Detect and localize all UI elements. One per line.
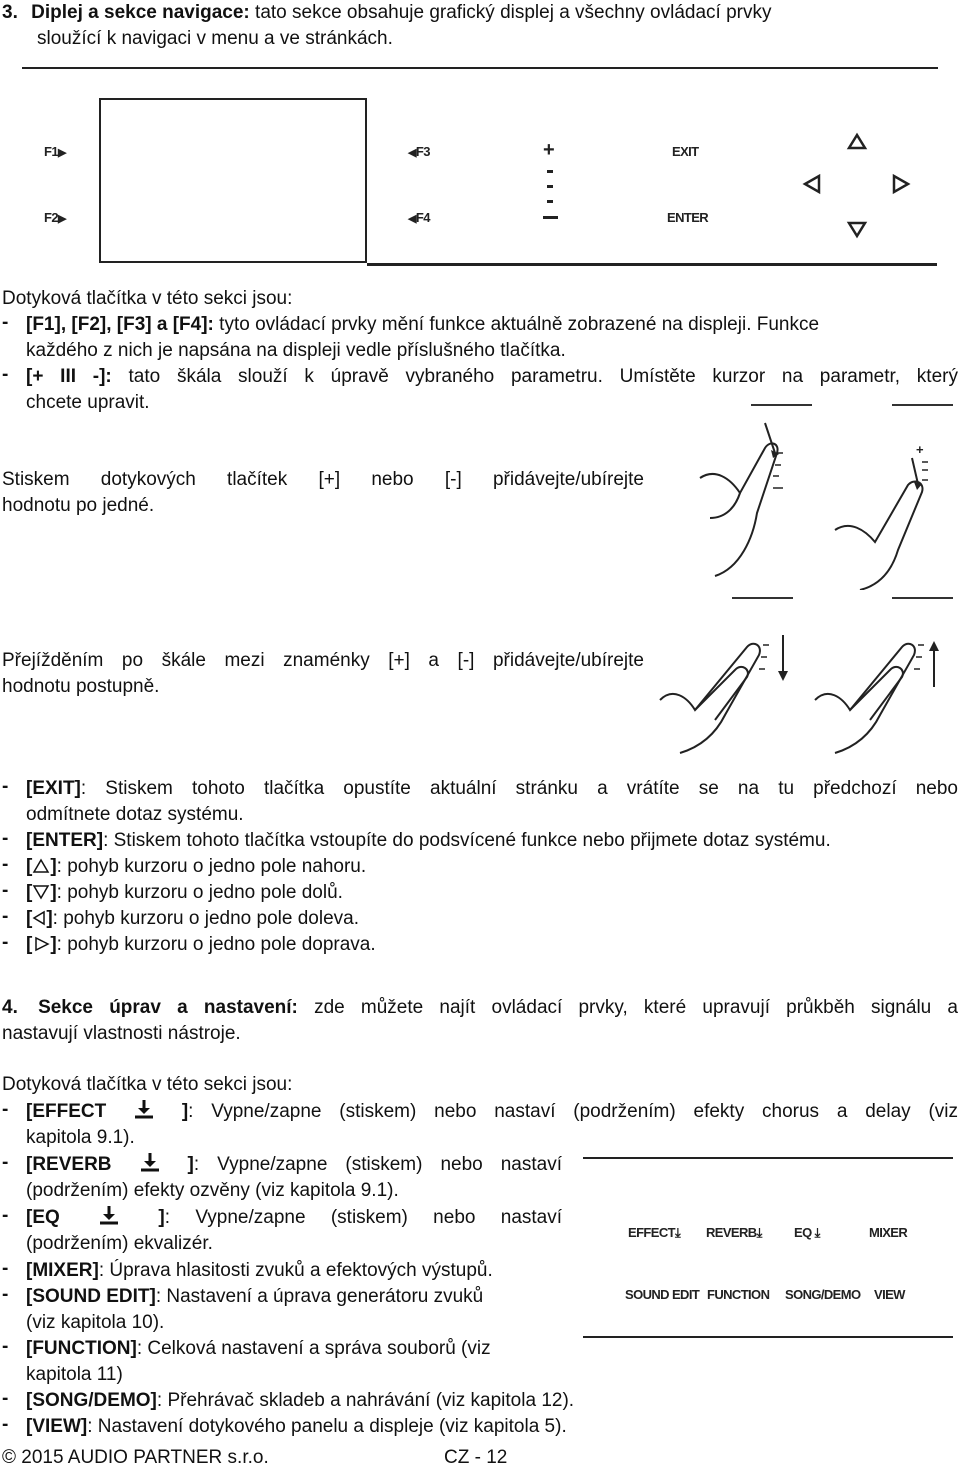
scale-tick-icon <box>547 200 553 203</box>
panel2-top-line <box>583 1157 953 1159</box>
divider <box>892 404 953 406</box>
sound-edit-item-label: [SOUND EDIT] <box>26 1286 156 1307</box>
view-item-label: [VIEW] <box>26 1416 88 1437</box>
f4-arrow-icon: ◀ <box>408 213 416 225</box>
section-intro: zde můžete najít ovládací prvky, které upravují průkběh signálu a <box>314 997 958 1018</box>
panel-song-demo-label: SONG/DEMO <box>785 1287 861 1302</box>
nav-arrows <box>800 130 912 240</box>
right-item-text: : pohyb kurzoru o jedno pole doprava. <box>56 934 376 955</box>
section-number: 3. <box>2 2 18 23</box>
left-arrow-icon <box>805 176 819 192</box>
panel-effect-label: EFFECT⤓ <box>628 1225 681 1240</box>
right-arrow-icon <box>894 176 908 192</box>
bullet-dash: - <box>2 854 9 875</box>
hold-download-icon <box>124 1099 164 1119</box>
panel-mixer-label: MIXER <box>869 1225 908 1240</box>
scale-text-line2: chcete upravit. <box>26 392 150 413</box>
footer-copyright: © 2015 AUDIO PARTNER s.r.o. <box>2 1447 269 1468</box>
reverb-item-text: : Vypne/zapne (stiskem) nebo nastaví <box>193 1154 562 1175</box>
sound-edit-item-text: : Nastavení a úprava generátoru zvuků <box>155 1286 484 1307</box>
hold-icon: ⤓ <box>674 1225 681 1240</box>
exit-label: EXIT <box>672 144 699 159</box>
mixer-item-label: [MIXER] <box>26 1260 99 1281</box>
exit-item-text: : Stiskem tohoto tlačítka opustíte aktuální stránku a vrátíte se na tu předchozí nebo <box>80 778 958 799</box>
panel-sound-edit-label: SOUND EDIT <box>625 1287 700 1302</box>
divider <box>751 404 812 406</box>
left-item-text: : pohyb kurzoru o jedno pole doleva. <box>52 908 359 929</box>
scale-tick-icon <box>547 170 553 173</box>
bullet-dash: - <box>2 1284 9 1305</box>
bullet-dash: - <box>2 1414 9 1435</box>
fbuttons-text: tyto ovládací prvky mění funkce aktuálně zobrazené na displeji. Funkce <box>219 314 820 335</box>
bullet-dash: - <box>2 828 9 849</box>
f2-arrow-icon: ▶ <box>57 213 66 225</box>
effect-item-line2: kapitola 9.1). <box>26 1127 135 1148</box>
down-arrow-icon <box>849 223 865 236</box>
bullet-dash: - <box>2 776 9 797</box>
bullet-dash: - <box>2 906 9 927</box>
down-item-text: : pohyb kurzoru o jedno pole dolů. <box>56 882 343 903</box>
scale-minus-icon <box>543 216 558 219</box>
section-intro-line2: nastavují vlastnosti nástroje. <box>2 1023 241 1044</box>
hand-press-plus-icon <box>695 418 805 578</box>
bullet-dash: - <box>2 880 9 901</box>
section-heading: Diplej a sekce navigace: <box>31 2 250 23</box>
svg-text:+: + <box>916 442 924 457</box>
hand-press-minus-icon <box>830 440 950 590</box>
press-text-line2: hodnotu po jedné. <box>2 495 155 516</box>
section-heading: Sekce úprav a nastavení: <box>38 997 298 1018</box>
left-triangle-icon <box>32 910 46 926</box>
enter-item-label: [ENTER] <box>26 830 104 851</box>
touch-intro: Dotyková tlačítka v této sekci jsou: <box>2 1074 293 1095</box>
function-item-label: [FUNCTION] <box>26 1338 137 1359</box>
song-demo-item-label: [SONG/DEMO] <box>26 1390 157 1411</box>
up-triangle-icon <box>32 858 50 874</box>
reverb-item-label: [REVERB <box>26 1154 112 1175</box>
fbuttons-label: [F1], [F2], [F3] a [F4]: <box>26 314 214 335</box>
f3-label: ◀F3 <box>408 144 430 159</box>
panel-view-label: VIEW <box>874 1287 905 1302</box>
f1-arrow-icon: ▶ <box>57 147 66 159</box>
section-intro-line2: sloužící k navigaci v menu a ve stránkách. <box>37 28 393 49</box>
bullet-dash: - <box>2 932 9 953</box>
bullet-dash: - <box>2 1205 9 1226</box>
hold-icon: ⤓ <box>756 1225 762 1240</box>
enter-item-text: : Stiskem tohoto tlačítka vstoupíte do podsvícené funkce nebo přijmete dotaz systému. <box>103 830 831 851</box>
section-intro: tato sekce obsahuje grafický displej a všechny ovládací prvky <box>255 2 772 23</box>
up-item-text: : pohyb kurzoru o jedno pole nahoru. <box>56 856 367 877</box>
enter-label: ENTER <box>667 210 709 225</box>
touch-intro: Dotyková tlačítka v této sekci jsou: <box>2 288 293 309</box>
f3-arrow-icon: ◀ <box>408 147 416 159</box>
bullet-dash: - <box>2 1099 9 1120</box>
effect-item-text: : Vypne/zapne (stiskem) nebo nastaví (podržením) efekty chorus a delay (viz <box>188 1101 958 1122</box>
down-triangle-icon <box>32 884 50 900</box>
panel-bottom-line <box>367 263 937 266</box>
effect-item-label: [EFFECT <box>26 1101 107 1122</box>
bullet-dash: - <box>2 312 9 333</box>
hold-download-icon <box>85 1205 133 1225</box>
footer-page-number: CZ - 12 <box>444 1447 508 1468</box>
panel2-bottom-line <box>583 1336 953 1338</box>
panel-reverb-label: REVERB⤓ <box>706 1225 762 1240</box>
bullet-dash: - <box>2 1258 9 1279</box>
eq-item-text: : Vypne/zapne (stiskem) nebo nastaví <box>164 1207 563 1228</box>
f4-label: ◀F4 <box>408 210 430 225</box>
sound-edit-item-line2: (viz kapitola 10). <box>26 1312 165 1333</box>
section-number: 4. <box>2 997 18 1018</box>
swipe-text-line2: hodnotu postupně. <box>2 676 160 697</box>
divider <box>892 597 953 599</box>
panel-eq-label: EQ ⤓ <box>794 1225 820 1240</box>
view-item-text: : Nastavení dotykového panelu a displeje (viz kapitola 5). <box>87 1416 567 1437</box>
scale-label: [+ III -]: <box>26 366 112 387</box>
eq-item-label: [EQ <box>26 1207 60 1228</box>
hand-swipe-down-icon <box>655 625 800 755</box>
swipe-text: Přejížděním po škále mezi znaménky [+] a [-] přidávejte/ubírejte <box>2 650 644 671</box>
bullet-dash: - <box>2 1388 9 1409</box>
reverb-item-line2: (podržením) efekty ozvěny (viz kapitola 9.1). <box>26 1180 399 1201</box>
f1-label: F1▶ <box>44 144 66 159</box>
divider <box>732 597 793 599</box>
hand-swipe-up-icon <box>810 625 955 755</box>
scale-text: tato škála slouží k úpravě vybraného parametru. Umístěte kurzor na parametr, který <box>128 366 958 387</box>
bullet-dash: - <box>2 1152 9 1173</box>
up-arrow-icon <box>849 135 865 148</box>
f2-label: F2▶ <box>44 210 66 225</box>
hold-icon: ⤓ <box>814 1225 820 1240</box>
mixer-item-text: : Úprava hlasitosti zvuků a efektových výstupů. <box>98 1260 493 1281</box>
bullet-dash: - <box>2 1336 9 1357</box>
hold-download-icon <box>130 1152 170 1172</box>
exit-item-label: [EXIT] <box>26 778 81 799</box>
eq-item-line2: (podržením) ekvalizér. <box>26 1233 213 1254</box>
panel-function-label: FUNCTION <box>707 1287 770 1302</box>
scale-plus-icon: + <box>543 139 555 161</box>
panel-top-line <box>22 67 938 69</box>
right-triangle-icon <box>32 936 50 952</box>
manual-page: 3. Diplej a sekce navigace: tato sekce obsahuje grafický displej a všechny ovládací prvky sloužící k navigaci v menu a ve stránkách. F1▶ F2▶ ◀F3 ◀F4 + EXIT ENTER Dotyková tlačítka v této sekci jsou: - [F1], [F2], [F3] a [F4]: tyto ovládací prvky mění funkce aktuálně zobrazené na displeji. Funkce každého z nich je napsána na displeji vedle příslušného tlačítka. - [+ III -]: tato škála slouží k úpravě vybraného parametru. Umístěte kurzor na parametr, který chcete upravit. Stiskem dotykových tlačítek [+] nebo [-] přidávejte/ubírejte hodnotu po jedné. + Přejížděním po škále mezi znaménky [+] a [-] přidávejte/ubírejte hodnotu postupně. - [EXIT]: Stiskem tohoto tlačítka opustíte aktuální stránku a vrátíte se na tu předchozí nebo odmítnete dotaz systému. - [ENTER]: Stiskem tohoto tlačítka vstoupíte do podsvícené funkce nebo přijmete dotaz systému. - [ ]: pohyb kurzoru o jedno pole nahoru. - [ ]: pohyb kurzoru o jedno pole dolů. - [ ]: pohyb kurzoru o jedno pole doleva. - [ ]: pohyb kurzoru o jedno pole doprava. 4. Sekce úprav a nastavení: zde můžete najít ovládací prvky, které upravují průkběh signálu a nastavují vlastnosti nástroje. Dotyková tlačítka v této sekci jsou: - [EFFECT ]: Vypne/zapne (stiskem) nebo nastaví (podržením) efekty chorus a delay (viz kapitola 9.1). - [REVERB ]: Vypne/zapne (stiskem) nebo nastaví (podržením) efekty ozvěny (viz kapitola 9.1). - [EQ ]: Vypne/zapne (stiskem) nebo nastaví (podržením) ekvalizér. - [MIXER]: Úprava hlasitosti zvuků a efektových výstupů. - [SOUND EDIT]: Nastavení a úprava generátoru zvuků (viz kapitola 10). - [FUNCTION]: Celková nastavení a správa souborů (viz kapitola 11) - [SONG/DEMO]: Přehrávač skladeb a nahrávání (viz kapitola 12). - [VIEW]: Nastavení dotykového panelu a displeje (viz kapitola 5). EFFECT⤓ REVERB⤓ EQ ⤓ MIXER SOUND EDIT FUNCTION SONG/DEMO VIEW © 2015 AUDIO PARTNER s.r.o. CZ - 12 <box>2 2 958 1468</box>
function-item-text: : Celková nastavení a správa souborů (viz <box>136 1338 491 1359</box>
scale-tick-icon <box>547 185 553 188</box>
function-item-line2: kapitola 11) <box>26 1364 123 1385</box>
fbuttons-text-line2: každého z nich je napsána na displeji vedle příslušného tlačítka. <box>26 340 566 361</box>
exit-item-line2: odmítnete dotaz systému. <box>26 804 244 825</box>
press-text: Stiskem dotykových tlačítek [+] nebo [-] přidávejte/ubírejte <box>2 469 644 490</box>
song-demo-item-text: : Přehrávač skladeb a nahrávání (viz kapitola 12). <box>156 1390 575 1411</box>
bullet-dash: - <box>2 364 9 385</box>
display-screen <box>99 98 367 263</box>
